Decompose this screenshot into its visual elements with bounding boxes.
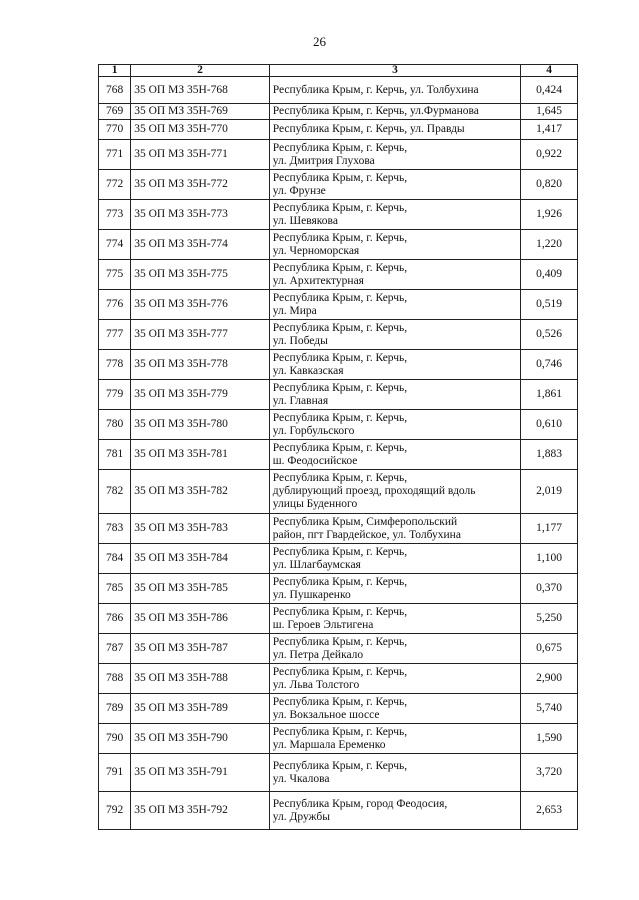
table-row [99,440,578,470]
road-length: 0,746 [521,350,578,380]
road-address [269,104,520,120]
road-code: 35 ОП МЗ 35Н-770 [131,120,270,140]
column-header: 3 [269,65,520,77]
address-line: Республика Крым, г. Керчь, [272,472,408,484]
road-address [269,77,520,104]
row-number: 778 [99,350,131,380]
road-code: 35 ОП МЗ 35Н-786 [131,604,270,634]
road-length: 0,610 [521,410,578,440]
table-row [99,792,578,830]
road-length: 2,653 [521,792,578,830]
address-line: Республика Крым, г. Керчь, [272,635,408,648]
road-address [269,544,520,574]
address-line: район, пгт Гвардейское, ул. Толбухина [272,528,461,541]
road-address [269,140,520,170]
address-line: Республика Крым, город Феодосия, [272,797,448,810]
address-line: ул. Шлагбаумская [272,558,361,571]
address-line: ул. Вокзальное шоссе [272,708,380,721]
column-header: 1 [99,65,131,77]
address-line: Республика Крым, г. Керчь, [272,575,408,588]
road-length: 1,100 [521,544,578,574]
address-line: Республика Крым, г. Керчь, [272,759,408,772]
row-number: 774 [99,230,131,260]
address-line: Республика Крым, г. Керчь, [272,665,408,678]
table-row [99,724,578,754]
address-line: Республика Крым, г. Керчь, [272,605,408,618]
row-number: 770 [99,120,131,140]
road-code: 35 ОП МЗ 35Н-778 [131,350,270,380]
address-line: Республика Крым, г. Керчь, [272,291,408,304]
address-line: ул. Победы [272,334,328,347]
road-address [269,792,520,830]
row-number: 768 [99,77,131,104]
table-row [99,104,578,120]
address-line: Республика Крым, Симферопольский [272,515,458,528]
road-length: 0,424 [521,77,578,104]
address-line: ул. Дружбы [272,810,330,823]
road-length: 1,590 [521,724,578,754]
table-row [99,320,578,350]
row-number: 782 [99,470,131,514]
road-length: 1,861 [521,380,578,410]
road-code: 35 ОП МЗ 35Н-788 [131,664,270,694]
road-length: 0,519 [521,290,578,320]
road-code: 35 ОП МЗ 35Н-785 [131,574,270,604]
row-number: 788 [99,664,131,694]
road-length: 1,177 [521,514,578,544]
road-length: 5,740 [521,694,578,724]
address-line: Республика Крым, г. Керчь, ул. Правды [272,123,465,135]
road-address [269,664,520,694]
table-row [99,260,578,290]
table-row [99,410,578,440]
address-line: улицы Буденного [272,498,358,510]
address-line: ш. Феодосийское [272,454,358,467]
row-number: 769 [99,104,131,120]
road-address [269,170,520,200]
address-line: ул. Маршала Еременко [272,738,386,751]
table-row [99,604,578,634]
page-number: 26 [313,34,326,49]
row-number: 792 [99,792,131,830]
road-code: 35 ОП МЗ 35Н-768 [131,77,270,104]
table-row [99,200,578,230]
row-number: 776 [99,290,131,320]
road-address [269,230,520,260]
address-line: ул. Фрунзе [272,184,326,197]
address-line: Республика Крым, г. Керчь, ул.Фурманова [272,105,479,117]
road-length: 1,883 [521,440,578,470]
road-code: 35 ОП МЗ 35Н-782 [131,470,270,514]
road-code: 35 ОП МЗ 35Н-789 [131,694,270,724]
address-line: ул. Горбульского [272,424,355,437]
row-number: 775 [99,260,131,290]
address-line: ш. Героев Эльтигена [272,618,374,631]
road-length: 1,417 [521,120,578,140]
address-line: Республика Крым, г. Керчь, [272,351,408,364]
table-row [99,170,578,200]
road-address [269,440,520,470]
address-line: Республика Крым, г. Керчь, [272,725,408,738]
row-number: 790 [99,724,131,754]
address-line: ул. Пушкаренко [272,588,351,601]
table-row [99,380,578,410]
road-address [269,470,520,514]
road-code: 35 ОП МЗ 35Н-781 [131,440,270,470]
road-code: 35 ОП МЗ 35Н-769 [131,104,270,120]
row-number: 784 [99,544,131,574]
road-length: 0,409 [521,260,578,290]
row-number: 771 [99,140,131,170]
column-header: 4 [521,65,578,77]
road-address [269,754,520,792]
address-line: Республика Крым, г. Керчь, [272,201,408,214]
road-address [269,290,520,320]
road-length: 2,019 [521,470,578,514]
table-row [99,574,578,604]
table-row [99,754,578,792]
address-line: ул. Мира [272,304,317,317]
row-number: 779 [99,380,131,410]
road-code: 35 ОП МЗ 35Н-780 [131,410,270,440]
row-number: 780 [99,410,131,440]
road-length: 0,922 [521,140,578,170]
row-number: 772 [99,170,131,200]
road-address [269,200,520,230]
address-line: ул. Петра Дейкало [272,648,364,661]
address-line: Республика Крым, г. Керчь, [272,545,408,558]
road-address [269,350,520,380]
address-line: ул. Архитектурная [272,274,364,287]
road-address [269,260,520,290]
road-length: 0,526 [521,320,578,350]
row-number: 781 [99,440,131,470]
table-row [99,694,578,724]
road-address [269,320,520,350]
road-length: 1,220 [521,230,578,260]
road-address [269,724,520,754]
road-length: 5,250 [521,604,578,634]
address-line: ул. Дмитрия Глухова [272,154,375,167]
address-line: дублирующий проезд, проходящий вдоль [272,485,476,497]
road-code: 35 ОП МЗ 35Н-783 [131,514,270,544]
row-number: 786 [99,604,131,634]
road-code: 35 ОП МЗ 35Н-777 [131,320,270,350]
address-line: Республика Крым, г. Керчь, ул. Толбухина [272,83,479,96]
table-row [99,514,578,544]
road-code: 35 ОП МЗ 35Н-771 [131,140,270,170]
address-line: ул. Чкалова [272,772,330,785]
row-number: 785 [99,574,131,604]
road-length: 0,675 [521,634,578,664]
road-code: 35 ОП МЗ 35Н-790 [131,724,270,754]
table-row [99,634,578,664]
road-code: 35 ОП МЗ 35Н-773 [131,200,270,230]
table-body [99,77,578,830]
table-row [99,664,578,694]
road-code: 35 ОП МЗ 35Н-772 [131,170,270,200]
road-code: 35 ОП МЗ 35Н-792 [131,792,270,830]
address-line: Республика Крым, г. Керчь, [272,231,408,244]
address-line: Республика Крым, г. Керчь, [272,261,408,274]
road-address [269,120,520,140]
address-line: Республика Крым, г. Керчь, [272,141,408,154]
row-number: 787 [99,634,131,664]
road-code: 35 ОП МЗ 35Н-784 [131,544,270,574]
row-number: 789 [99,694,131,724]
road-address [269,380,520,410]
road-length: 0,370 [521,574,578,604]
address-line: Республика Крым, г. Керчь, [272,381,408,394]
column-header: 2 [131,65,270,77]
table-row [99,140,578,170]
road-code: 35 ОП МЗ 35Н-776 [131,290,270,320]
address-line: Республика Крым, г. Керчь, [272,321,408,334]
table-row [99,230,578,260]
table-row [99,350,578,380]
road-register-table [98,64,578,830]
address-line: ул. Черноморская [272,244,360,257]
table-row [99,544,578,574]
road-address [269,634,520,664]
road-code: 35 ОП МЗ 35Н-775 [131,260,270,290]
road-length: 2,900 [521,664,578,694]
address-line: Республика Крым, г. Керчь, [272,695,408,708]
address-line: ул. Кавказская [272,364,344,377]
road-length: 1,926 [521,200,578,230]
table-row [99,120,578,140]
road-code: 35 ОП МЗ 35Н-787 [131,634,270,664]
address-line: ул. Главная [272,394,329,407]
table-header-row [99,65,578,77]
road-code: 35 ОП МЗ 35Н-791 [131,754,270,792]
road-address [269,574,520,604]
row-number: 791 [99,754,131,792]
road-address [269,604,520,634]
road-code: 35 ОП МЗ 35Н-774 [131,230,270,260]
address-line: Республика Крым, г. Керчь, [272,411,408,424]
road-length: 1,645 [521,104,578,120]
row-number: 777 [99,320,131,350]
address-line: ул. Шевякова [272,214,338,227]
address-line: Республика Крым, г. Керчь, [272,441,408,454]
address-line: ул. Льва Толстого [272,678,360,691]
address-line: Республика Крым, г. Керчь, [272,171,408,184]
road-length: 3,720 [521,754,578,792]
road-code: 35 ОП МЗ 35Н-779 [131,380,270,410]
row-number: 783 [99,514,131,544]
road-address [269,694,520,724]
table-row [99,77,578,104]
road-address [269,514,520,544]
road-address [269,410,520,440]
row-number: 773 [99,200,131,230]
table-row [99,470,578,514]
table-row [99,290,578,320]
road-length: 0,820 [521,170,578,200]
